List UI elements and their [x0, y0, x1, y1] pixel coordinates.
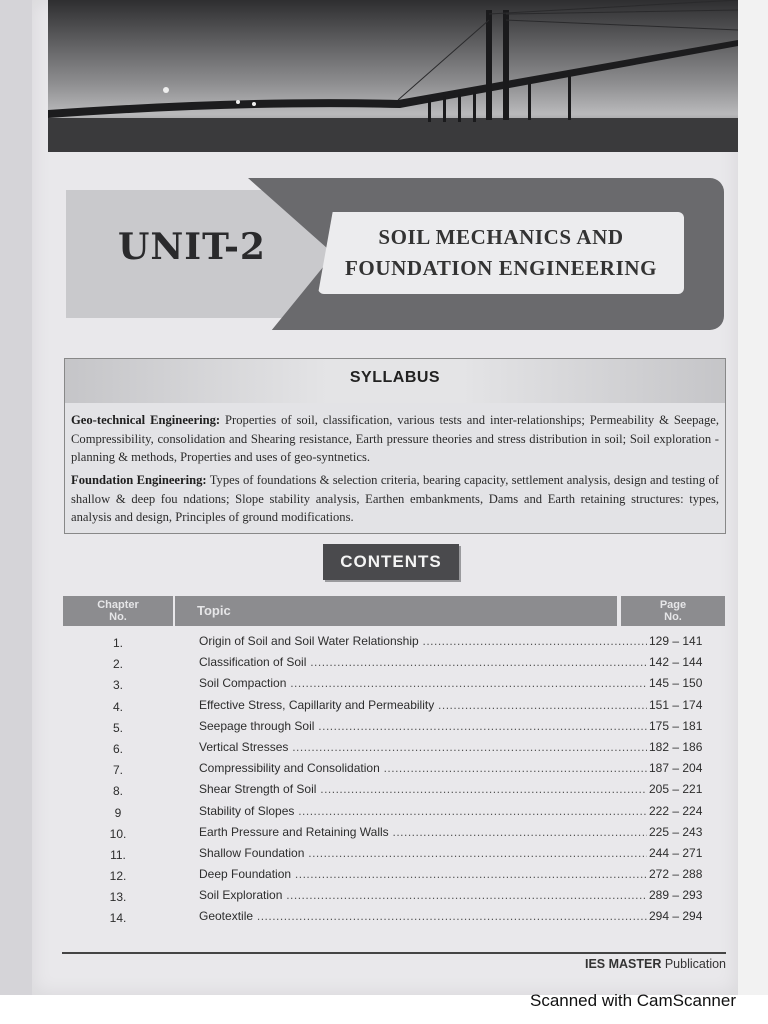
chapter-topic: Effective Stress, Capillarity and Permeability ..... — [199, 698, 647, 712]
table-row — [63, 653, 725, 674]
chapter-number: 13. — [109, 890, 127, 905]
column-chapter-label: Chapter — [97, 599, 139, 611]
table-row — [63, 674, 725, 695]
chapter-pages: 289 – 293 — [649, 888, 703, 903]
table-row — [63, 780, 725, 801]
chapter-pages: 145 – 150 — [649, 676, 703, 691]
table-row — [63, 802, 725, 823]
unit-title — [318, 222, 684, 284]
publisher-credit — [460, 957, 726, 971]
chapter-number: 2. — [112, 657, 123, 672]
chapter-number: 3. — [112, 678, 123, 693]
bridge-banner-image — [48, 0, 738, 152]
chapter-topic: Origin of Soil and Soil Water Relationship ..... — [199, 634, 647, 648]
contents-tag: CONTENTS — [323, 544, 459, 580]
chapter-number: 14. — [109, 911, 127, 926]
chapter-pages: 294 – 294 — [649, 909, 703, 924]
contents-table-body — [63, 632, 725, 929]
column-page-no — [621, 596, 725, 626]
chapter-pages: 272 – 288 — [649, 867, 703, 882]
chapter-topic: Classification of Soil ..... — [199, 655, 647, 669]
column-chapter-no-label: No. — [109, 611, 127, 623]
chapter-topic: Stability of Slopes ..... — [199, 804, 647, 818]
chapter-number: 1. — [112, 636, 123, 650]
syllabus-heading: SYLLABUS — [349, 369, 441, 386]
table-row — [63, 886, 725, 907]
foundation-heading: Foundation Engineering: — [71, 473, 207, 487]
chapter-number: 12. — [109, 869, 127, 884]
chapter-topic: Shallow Foundation ..... — [199, 846, 647, 860]
chapter-topic: Shear Strength of Soil ..... — [199, 782, 647, 796]
chapter-topic: Seepage through Soil ..... — [199, 719, 647, 733]
chapter-number: 11. — [110, 847, 126, 862]
table-row — [63, 696, 725, 717]
publisher-name: IES MASTER — [584, 957, 662, 971]
chapter-pages: 182 – 186 — [649, 739, 703, 754]
chapter-number: 6. — [112, 741, 123, 756]
table-row — [63, 844, 725, 865]
chapter-topic: Geotextile ..... — [199, 909, 647, 923]
syllabus-foundation — [71, 471, 719, 527]
foundation-text: Types of foundations & selection criteria, bearing capacity, settlement analysis, design and testing of shallow & deep fou ndations; Slope stability analysis, Earthen embankments, Dams and Earth retaining structures: types, analysis and design, Principles of ground modifications. — [71, 473, 719, 524]
chapter-pages: 244 – 271 — [649, 845, 703, 860]
chapter-number: 8. — [112, 784, 123, 799]
chapter-topic: Soil Exploration ..... — [199, 888, 647, 902]
chapter-number: 9 — [114, 805, 122, 820]
chapter-number: 4. — [112, 699, 123, 714]
table-row — [63, 907, 725, 928]
chapter-pages: 175 – 181 — [649, 718, 703, 733]
chapter-number: 5. — [112, 720, 123, 735]
publisher-suffix: Publication — [661, 957, 726, 971]
chapter-pages: 222 – 224 — [649, 803, 703, 818]
page-edge — [738, 0, 768, 995]
unit-title-line-2: FOUNDATION ENGINEERING — [344, 256, 658, 280]
chapter-topic: Earth Pressure and Retaining Walls ..... — [199, 825, 647, 839]
table-row — [63, 865, 725, 886]
column-topic: Topic — [175, 596, 617, 626]
table-row — [63, 632, 725, 653]
footer-rule — [62, 952, 726, 954]
book-gutter — [0, 0, 32, 995]
chapter-topic: Compressibility and Consolidation ..... — [199, 761, 647, 775]
scanner-watermark: Scanned with CamScanner — [529, 991, 736, 1010]
chapter-pages: 142 – 144 — [649, 655, 703, 670]
geotechnical-text: Properties of soil, classification, various tests and inter-relationships; Permeability & Seepage, Compressibility, consolidation and Shearing resistance, Earth pressure theories and stress distribution in soil; Soil exploration - planning & methods, Properties and uses of geo-syntnetics. — [71, 413, 719, 464]
contents-table-header — [63, 596, 725, 626]
chapter-pages: 129 – 141 — [649, 634, 703, 648]
unit-title-line-1: SOIL MECHANICS AND — [378, 225, 624, 249]
column-chapter-no — [63, 596, 173, 626]
column-page-label: Page — [659, 599, 687, 611]
chapter-pages: 151 – 174 — [649, 697, 703, 712]
unit-label: UNIT-2 — [118, 226, 266, 268]
chapter-topic: Deep Foundation ..... — [199, 867, 647, 881]
chapter-topic: Vertical Stresses ..... — [199, 740, 647, 754]
geotechnical-heading: Geo-technical Engineering: — [71, 413, 221, 427]
syllabus-box — [64, 358, 726, 534]
table-row — [63, 759, 725, 780]
chapter-pages: 187 – 204 — [649, 761, 703, 776]
chapter-topic: Soil Compaction ..... — [199, 676, 647, 690]
chapter-number: 10. — [109, 826, 127, 841]
table-row — [63, 823, 725, 844]
chapter-pages: 205 – 221 — [649, 782, 703, 797]
chapter-number: 7. — [112, 763, 123, 778]
column-page-no-label: No. — [664, 611, 682, 623]
table-row — [63, 738, 725, 759]
table-row — [63, 717, 725, 738]
unit-header — [66, 178, 724, 330]
syllabus-geotechnical — [71, 411, 719, 467]
chapter-pages: 225 – 243 — [649, 824, 703, 839]
